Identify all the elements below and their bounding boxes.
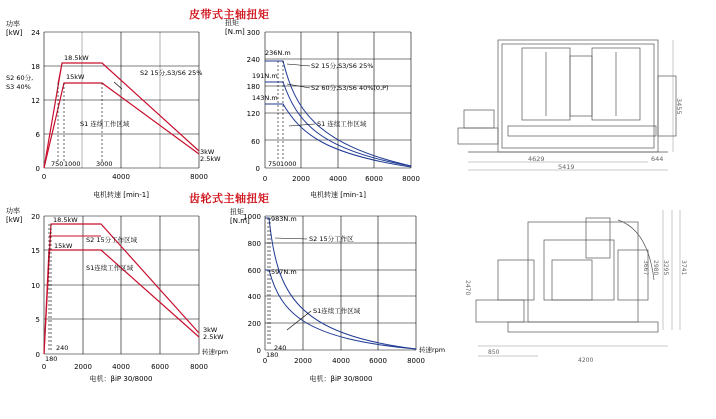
gear-torque-xtick: 2000 (294, 357, 312, 365)
belt-torque-xlabel: 电机转速 [min-1] (310, 191, 366, 199)
gear-power-ytick: 10 (31, 282, 40, 290)
belt-torque-label: 236N.m (265, 49, 291, 57)
belt-power-label: 3kW (200, 148, 215, 156)
gear-power-xtick: 0 (41, 363, 47, 371)
gear-power-label: 180 (45, 355, 58, 363)
belt-torque-ylabel: 扭矩 (225, 19, 239, 27)
gear-power-unit: 转速rpm (202, 348, 229, 356)
gear-power-label: 3kW (203, 326, 218, 334)
gear-torque-ytick: 1000 (243, 213, 261, 221)
gear-power-ytick: 15 (31, 247, 40, 255)
gear-power-ylabel: 功率 (6, 207, 20, 215)
gear-torque-ytick: 400 (247, 293, 261, 301)
gear-torque-xtick: 6000 (369, 357, 387, 365)
belt-power-label: S3 40% (6, 83, 31, 91)
gear-torque-xtick: 0 (262, 357, 268, 365)
belt-power-yunit: [kW] (6, 29, 23, 37)
belt-power-ytick: 12 (31, 97, 40, 105)
gear-power-xtick: 4000 (112, 363, 130, 371)
gear-power-ytick: 20 (31, 213, 40, 221)
gear-torque-xtick: 8000 (407, 357, 425, 365)
gear-power-label: 18.5kW (53, 216, 78, 224)
belt-torque-ytick: 0 (255, 165, 260, 173)
belt-torque-ytick: 60 (251, 138, 260, 146)
gear-power-xlabel: 电机：βiP 30/8000 (89, 375, 153, 383)
belt-power-label: 18.5kW (64, 54, 89, 62)
machine-front-drawing (458, 30, 708, 180)
belt-torque-label: 1000 (280, 160, 297, 168)
gear-torque-label: 180 (266, 351, 279, 359)
dimension: 2980 (652, 260, 659, 276)
belt-torque-ytick: 300 (246, 29, 260, 37)
belt-power-xtick: 0 (41, 173, 47, 181)
gear-torque-label: 240 (274, 344, 287, 352)
dimension: 2470 (464, 280, 471, 296)
machine-side-drawing (458, 200, 708, 368)
gear-torque-label: S2 15分工作区 (309, 235, 354, 243)
belt-power-ytick: 24 (31, 29, 40, 37)
belt-torque-ytick: 120 (246, 110, 260, 118)
gear-torque-label: 597N.m (271, 268, 297, 276)
belt-torque-ytick: 180 (246, 83, 260, 91)
belt-chart-title: 皮带式主轴扭矩 (189, 8, 270, 21)
dimension: 4200 (578, 357, 594, 364)
belt-power-label: 2.5kW (200, 155, 221, 163)
belt-power-ytick: 18 (31, 63, 40, 71)
dimension: 4629 (528, 155, 545, 163)
belt-power-label: 15kW (66, 73, 85, 81)
gear-power-xtick: 6000 (151, 363, 169, 371)
belt-power-xlabel: 电机转速 [min-1] (93, 191, 149, 199)
belt-power-xtick: 4000 (112, 173, 130, 181)
gear-power-label: S1连续工作区域 (86, 264, 134, 272)
gear-torque-ytick: 200 (247, 320, 261, 328)
gear-torque-yunit: [N.m] (230, 217, 250, 225)
belt-torque-label: S2 15分,S3/S6 25% (311, 62, 374, 70)
gear-power-ytick: 5 (35, 316, 40, 324)
gear-torque-label: 983N.m (271, 215, 297, 223)
dimension: 3455 (675, 98, 683, 115)
gear-power-yunit: [kW] (6, 216, 23, 224)
gear-torque-ylabel: 扭矩 (230, 208, 244, 216)
dimension: 644 (651, 155, 664, 163)
gear-torque-chart (215, 204, 446, 389)
gear-power-label: 2.5kW (203, 333, 224, 341)
belt-power-xtick: 8000 (190, 173, 208, 181)
belt-torque-xtick: 6000 (365, 175, 383, 183)
belt-torque-label: 191N.m (252, 72, 278, 80)
dimension: 3295 (662, 260, 669, 276)
gear-power-label: S2 15分工作区域 (86, 236, 138, 244)
belt-torque-xtick: 0 (262, 175, 268, 183)
belt-torque-label: S1 连续工作区域 (317, 120, 367, 128)
belt-power-ytick: 0 (35, 165, 40, 173)
gear-power-label: 15kW (54, 242, 73, 250)
belt-torque-label: 750 (268, 160, 281, 168)
gear-torque-ytick: 800 (247, 240, 261, 248)
belt-torque-label: S2 60分,S3/S6 40%(0,P) (311, 84, 389, 92)
belt-power-label: S2 15分,S3/S6 25% (140, 69, 203, 77)
belt-torque-xtick: 4000 (329, 175, 347, 183)
belt-power-label: S1 连续工作区域 (80, 120, 130, 128)
belt-power-label: 1000 (64, 160, 81, 168)
belt-torque-ytick: 240 (246, 56, 260, 64)
gear-power-xtick: 2000 (74, 363, 92, 371)
belt-power-ytick: 6 (35, 131, 40, 139)
gear-chart-title: 齿轮式主轴扭矩 (189, 192, 270, 205)
gear-torque-ytick: 0 (256, 347, 261, 355)
gear-power-xtick: 8000 (190, 363, 208, 371)
gear-torque-label: S1连续工作区域 (313, 307, 361, 315)
gear-torque-ytick: 600 (247, 267, 261, 275)
belt-power-chart (0, 14, 221, 204)
belt-torque-yunit: [N.m] (225, 28, 245, 36)
dimension: 3667 (642, 260, 649, 276)
gear-torque-xtick: 4000 (332, 357, 350, 365)
belt-torque-xtick: 8000 (402, 175, 420, 183)
dimension: 850 (488, 349, 500, 356)
gear-power-label: 240 (56, 344, 69, 352)
gear-torque-unit: 转速rpm (419, 346, 446, 354)
belt-torque-chart (215, 14, 430, 204)
dimension: 5419 (558, 163, 575, 171)
belt-power-label: 750 (51, 160, 64, 168)
dimension: 3741 (680, 260, 687, 276)
belt-power-label: 3000 (96, 160, 113, 168)
belt-power-ylabel: 功率 (6, 20, 20, 28)
gear-power-chart (0, 204, 229, 389)
gear-torque-xlabel: 电机：βiP 30/8000 (309, 375, 373, 383)
belt-power-label: S2 60分, (6, 74, 34, 82)
belt-torque-label: 143N.m (252, 94, 278, 102)
belt-torque-xtick: 2000 (292, 175, 310, 183)
gear-power-ytick: 0 (35, 351, 40, 359)
